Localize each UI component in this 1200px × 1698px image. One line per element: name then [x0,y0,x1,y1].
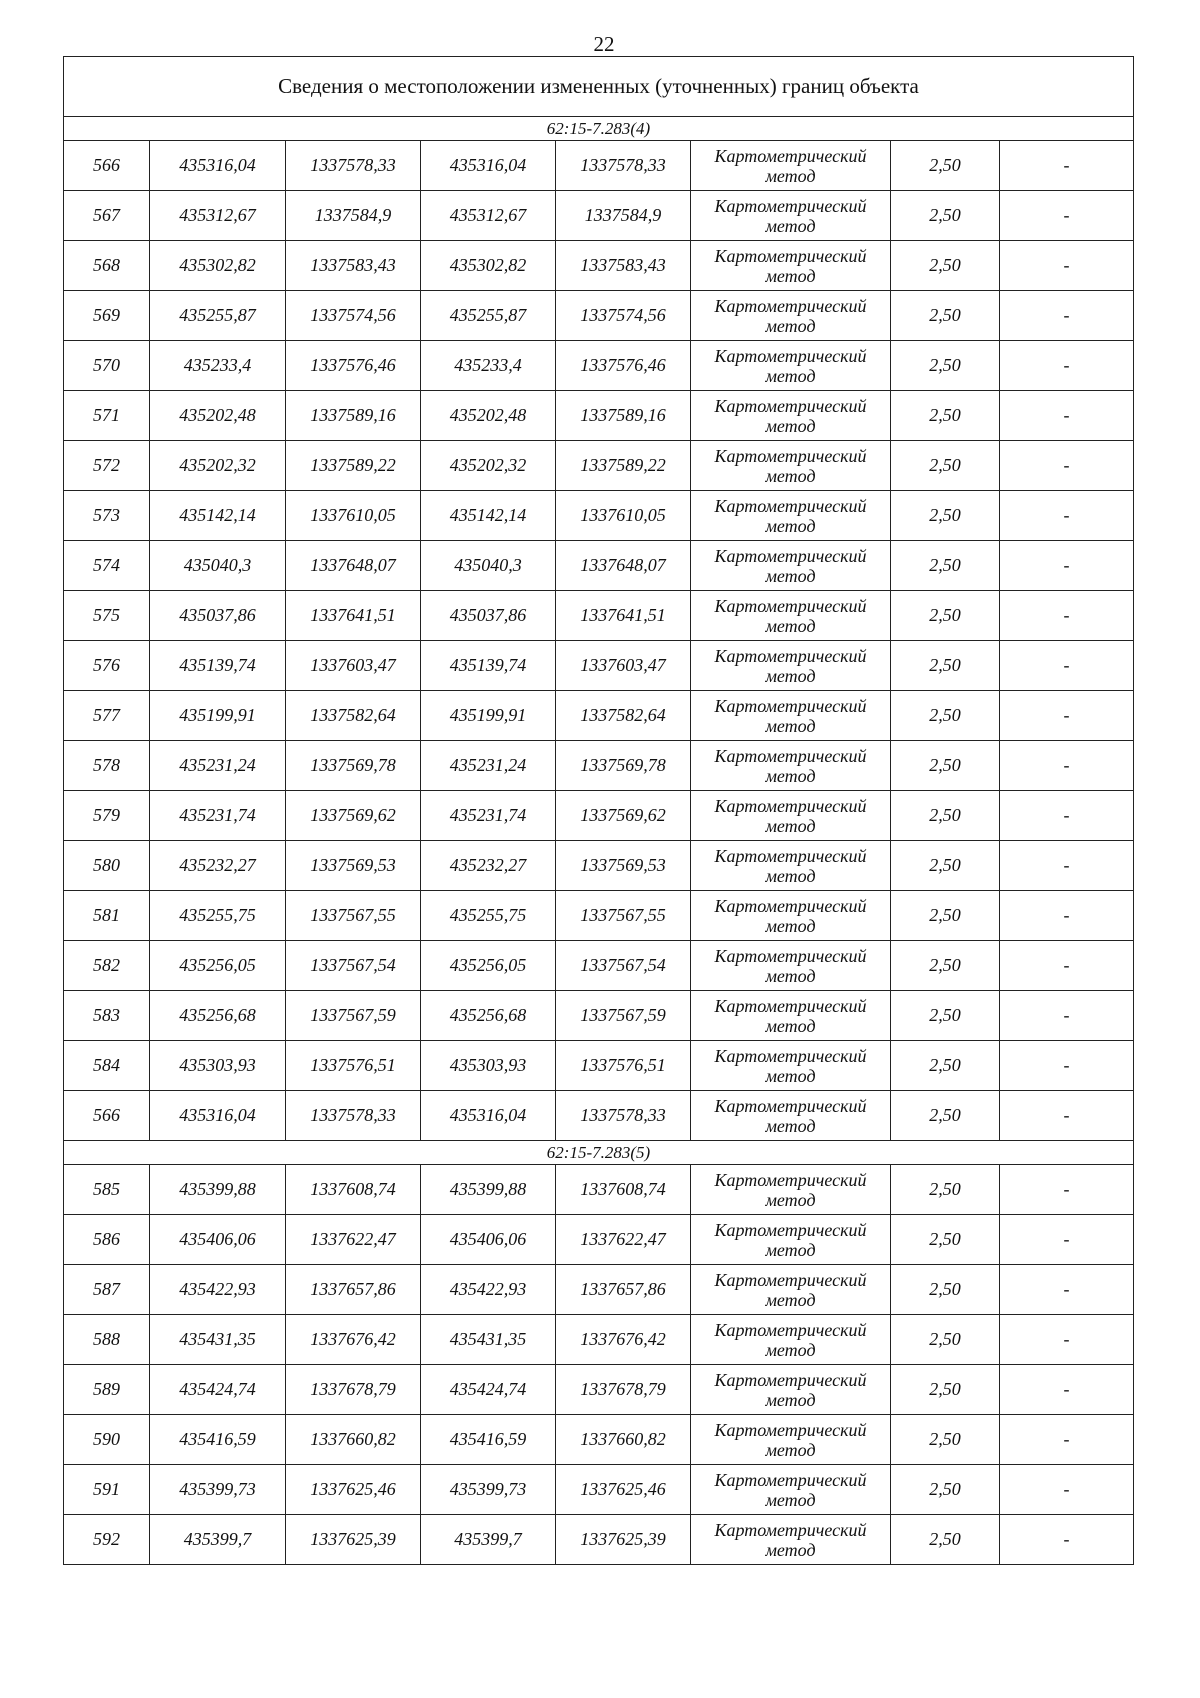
existing-x-cell: 435416,59 [150,1415,286,1465]
table-row [64,1365,1134,1415]
table-row [64,191,1134,241]
existing-y-cell: 1337569,78 [286,741,421,791]
point-number-cell: 574 [64,541,150,591]
page-number: 22 [593,32,615,56]
point-number-cell: 578 [64,741,150,791]
method-cell: Картометрический метод [691,791,891,841]
new-y-cell: 1337567,59 [556,991,691,1041]
point-number-cell: 585 [64,1165,150,1215]
existing-x-cell: 435233,4 [150,341,286,391]
point-number-cell: 569 [64,291,150,341]
new-x-cell: 435316,04 [421,141,556,191]
table-row [64,991,1134,1041]
table-title-row [64,57,1134,117]
point-number-cell: 586 [64,1215,150,1265]
existing-x-cell: 435202,48 [150,391,286,441]
new-y-cell: 1337567,54 [556,941,691,991]
existing-x-cell: 435399,73 [150,1465,286,1515]
new-y-cell: 1337582,64 [556,691,691,741]
table-row [64,1215,1134,1265]
description-cell: - [1000,141,1134,191]
existing-x-cell: 435303,93 [150,1041,286,1091]
point-number-cell: 573 [64,491,150,541]
accuracy-cell: 2,50 [891,1515,1000,1565]
existing-x-cell: 435037,86 [150,591,286,641]
table-row [64,541,1134,591]
existing-x-cell: 435316,04 [150,1091,286,1141]
point-number-cell: 579 [64,791,150,841]
table-row [64,1091,1134,1141]
description-cell: - [1000,491,1134,541]
existing-x-cell: 435422,93 [150,1265,286,1315]
description-cell: - [1000,241,1134,291]
method-cell: Картометрический метод [691,941,891,991]
accuracy-cell: 2,50 [891,441,1000,491]
new-x-cell: 435302,82 [421,241,556,291]
accuracy-cell: 2,50 [891,291,1000,341]
table-row [64,141,1134,191]
point-number-cell: 577 [64,691,150,741]
accuracy-cell: 2,50 [891,341,1000,391]
new-y-cell: 1337576,51 [556,1041,691,1091]
point-number-cell: 582 [64,941,150,991]
new-x-cell: 435202,48 [421,391,556,441]
accuracy-cell: 2,50 [891,641,1000,691]
point-number-cell: 588 [64,1315,150,1365]
existing-y-cell: 1337567,55 [286,891,421,941]
new-x-cell: 435399,73 [421,1465,556,1515]
method-cell: Картометрический метод [691,591,891,641]
method-cell: Картометрический метод [691,191,891,241]
table-row [64,291,1134,341]
description-cell: - [1000,1465,1134,1515]
table-row [64,1165,1134,1215]
existing-y-cell: 1337578,33 [286,1091,421,1141]
new-y-cell: 1337625,39 [556,1515,691,1565]
existing-x-cell: 435232,27 [150,841,286,891]
new-y-cell: 1337576,46 [556,341,691,391]
table-row [64,1465,1134,1515]
new-x-cell: 435424,74 [421,1365,556,1415]
new-y-cell: 1337567,55 [556,891,691,941]
new-x-cell: 435255,75 [421,891,556,941]
new-x-cell: 435256,68 [421,991,556,1041]
existing-x-cell: 435302,82 [150,241,286,291]
new-y-cell: 1337583,43 [556,241,691,291]
existing-x-cell: 435139,74 [150,641,286,691]
description-cell: - [1000,1265,1134,1315]
description-cell: - [1000,1215,1134,1265]
existing-x-cell: 435256,68 [150,991,286,1041]
point-number-cell: 590 [64,1415,150,1465]
table-row [64,691,1134,741]
accuracy-cell: 2,50 [891,791,1000,841]
method-cell: Картометрический метод [691,241,891,291]
table-row [64,591,1134,641]
new-x-cell: 435232,27 [421,841,556,891]
section-header-row [64,117,1134,141]
new-y-cell: 1337578,33 [556,141,691,191]
new-y-cell: 1337569,78 [556,741,691,791]
accuracy-cell: 2,50 [891,991,1000,1041]
accuracy-cell: 2,50 [891,1265,1000,1315]
description-cell: - [1000,941,1134,991]
point-number-cell: 572 [64,441,150,491]
existing-x-cell: 435256,05 [150,941,286,991]
existing-x-cell: 435255,75 [150,891,286,941]
method-cell: Картометрический метод [691,1465,891,1515]
description-cell: - [1000,191,1134,241]
accuracy-cell: 2,50 [891,391,1000,441]
accuracy-cell: 2,50 [891,541,1000,591]
accuracy-cell: 2,50 [891,941,1000,991]
method-cell: Картометрический метод [691,691,891,741]
existing-x-cell: 435255,87 [150,291,286,341]
method-cell: Картометрический метод [691,1315,891,1365]
existing-y-cell: 1337567,59 [286,991,421,1041]
cadastral-number-label: 62:15-7.283(5) [64,1141,1134,1165]
existing-y-cell: 1337569,62 [286,791,421,841]
accuracy-cell: 2,50 [891,1041,1000,1091]
existing-y-cell: 1337576,46 [286,341,421,391]
new-x-cell: 435256,05 [421,941,556,991]
method-cell: Картометрический метод [691,141,891,191]
method-cell: Картометрический метод [691,1515,891,1565]
accuracy-cell: 2,50 [891,141,1000,191]
accuracy-cell: 2,50 [891,241,1000,291]
point-number-cell: 581 [64,891,150,941]
new-x-cell: 435199,91 [421,691,556,741]
new-x-cell: 435312,67 [421,191,556,241]
point-number-cell: 575 [64,591,150,641]
method-cell: Картометрический метод [691,1041,891,1091]
table-row [64,391,1134,441]
new-x-cell: 435422,93 [421,1265,556,1315]
existing-x-cell: 435231,74 [150,791,286,841]
table-row [64,491,1134,541]
point-number-cell: 571 [64,391,150,441]
existing-x-cell: 435312,67 [150,191,286,241]
existing-y-cell: 1337625,39 [286,1515,421,1565]
table-row [64,641,1134,691]
accuracy-cell: 2,50 [891,591,1000,641]
description-cell: - [1000,741,1134,791]
point-number-cell: 570 [64,341,150,391]
existing-y-cell: 1337625,46 [286,1465,421,1515]
existing-x-cell: 435142,14 [150,491,286,541]
existing-y-cell: 1337578,33 [286,141,421,191]
method-cell: Картометрический метод [691,1091,891,1141]
existing-x-cell: 435399,7 [150,1515,286,1565]
existing-x-cell: 435406,06 [150,1215,286,1265]
new-y-cell: 1337625,46 [556,1465,691,1515]
table-row [64,1415,1134,1465]
point-number-cell: 568 [64,241,150,291]
new-x-cell: 435037,86 [421,591,556,641]
accuracy-cell: 2,50 [891,1165,1000,1215]
description-cell: - [1000,541,1134,591]
table-row [64,1515,1134,1565]
existing-y-cell: 1337582,64 [286,691,421,741]
cadastral-number-label: 62:15-7.283(4) [64,117,1134,141]
accuracy-cell: 2,50 [891,1465,1000,1515]
method-cell: Картометрический метод [691,991,891,1041]
table-row [64,791,1134,841]
new-x-cell: 435399,7 [421,1515,556,1565]
existing-y-cell: 1337678,79 [286,1365,421,1415]
new-x-cell: 435406,06 [421,1215,556,1265]
accuracy-cell: 2,50 [891,1315,1000,1365]
point-number-cell: 591 [64,1465,150,1515]
new-y-cell: 1337678,79 [556,1365,691,1415]
existing-x-cell: 435431,35 [150,1315,286,1365]
method-cell: Картометрический метод [691,441,891,491]
new-y-cell: 1337610,05 [556,491,691,541]
existing-y-cell: 1337583,43 [286,241,421,291]
accuracy-cell: 2,50 [891,1365,1000,1415]
table-row [64,1041,1134,1091]
new-x-cell: 435040,3 [421,541,556,591]
table-row [64,841,1134,891]
existing-y-cell: 1337608,74 [286,1165,421,1215]
description-cell: - [1000,841,1134,891]
existing-x-cell: 435040,3 [150,541,286,591]
new-y-cell: 1337603,47 [556,641,691,691]
description-cell: - [1000,641,1134,691]
new-x-cell: 435316,04 [421,1091,556,1141]
existing-y-cell: 1337589,16 [286,391,421,441]
point-number-cell: 566 [64,1091,150,1141]
new-y-cell: 1337589,16 [556,391,691,441]
new-x-cell: 435431,35 [421,1315,556,1365]
existing-y-cell: 1337574,56 [286,291,421,341]
method-cell: Картометрический метод [691,1415,891,1465]
description-cell: - [1000,341,1134,391]
method-cell: Картометрический метод [691,891,891,941]
existing-y-cell: 1337676,42 [286,1315,421,1365]
description-cell: - [1000,891,1134,941]
point-number-cell: 566 [64,141,150,191]
table-row [64,1265,1134,1315]
new-y-cell: 1337608,74 [556,1165,691,1215]
new-x-cell: 435142,14 [421,491,556,541]
new-y-cell: 1337648,07 [556,541,691,591]
new-x-cell: 435139,74 [421,641,556,691]
description-cell: - [1000,1365,1134,1415]
description-cell: - [1000,291,1134,341]
description-cell: - [1000,991,1134,1041]
new-x-cell: 435231,74 [421,791,556,841]
description-cell: - [1000,1515,1134,1565]
existing-x-cell: 435202,32 [150,441,286,491]
point-number-cell: 587 [64,1265,150,1315]
method-cell: Картометрический метод [691,641,891,691]
existing-x-cell: 435199,91 [150,691,286,741]
description-cell: - [1000,591,1134,641]
existing-y-cell: 1337622,47 [286,1215,421,1265]
description-cell: - [1000,391,1134,441]
existing-y-cell: 1337657,86 [286,1265,421,1315]
method-cell: Картометрический метод [691,1215,891,1265]
table-row [64,891,1134,941]
description-cell: - [1000,1041,1134,1091]
new-y-cell: 1337622,47 [556,1215,691,1265]
accuracy-cell: 2,50 [891,1415,1000,1465]
point-number-cell: 576 [64,641,150,691]
boundary-coordinates-table [63,56,1134,1565]
new-y-cell: 1337641,51 [556,591,691,641]
accuracy-cell: 2,50 [891,891,1000,941]
new-x-cell: 435416,59 [421,1415,556,1465]
new-x-cell: 435303,93 [421,1041,556,1091]
new-y-cell: 1337589,22 [556,441,691,491]
accuracy-cell: 2,50 [891,691,1000,741]
description-cell: - [1000,691,1134,741]
method-cell: Картометрический метод [691,741,891,791]
accuracy-cell: 2,50 [891,1091,1000,1141]
method-cell: Картометрический метод [691,841,891,891]
description-cell: - [1000,1315,1134,1365]
new-x-cell: 435255,87 [421,291,556,341]
new-y-cell: 1337660,82 [556,1415,691,1465]
existing-y-cell: 1337589,22 [286,441,421,491]
method-cell: Картометрический метод [691,1265,891,1315]
existing-y-cell: 1337660,82 [286,1415,421,1465]
existing-y-cell: 1337610,05 [286,491,421,541]
table-row [64,441,1134,491]
new-y-cell: 1337676,42 [556,1315,691,1365]
existing-x-cell: 435399,88 [150,1165,286,1215]
existing-y-cell: 1337584,9 [286,191,421,241]
existing-y-cell: 1337603,47 [286,641,421,691]
accuracy-cell: 2,50 [891,1215,1000,1265]
new-y-cell: 1337657,86 [556,1265,691,1315]
new-y-cell: 1337574,56 [556,291,691,341]
method-cell: Картометрический метод [691,291,891,341]
description-cell: - [1000,441,1134,491]
existing-y-cell: 1337648,07 [286,541,421,591]
description-cell: - [1000,1091,1134,1141]
table-title: Сведения о местоположении измененных (уточненных) границ объекта [64,57,1134,117]
point-number-cell: 584 [64,1041,150,1091]
table-row [64,941,1134,991]
existing-x-cell: 435424,74 [150,1365,286,1415]
point-number-cell: 580 [64,841,150,891]
method-cell: Картометрический метод [691,1365,891,1415]
accuracy-cell: 2,50 [891,841,1000,891]
new-y-cell: 1337569,53 [556,841,691,891]
description-cell: - [1000,791,1134,841]
table-row [64,241,1134,291]
existing-y-cell: 1337641,51 [286,591,421,641]
existing-x-cell: 435231,24 [150,741,286,791]
table-row [64,1315,1134,1365]
new-x-cell: 435399,88 [421,1165,556,1215]
existing-y-cell: 1337569,53 [286,841,421,891]
method-cell: Картометрический метод [691,341,891,391]
point-number-cell: 583 [64,991,150,1041]
section-header-row [64,1141,1134,1165]
point-number-cell: 567 [64,191,150,241]
accuracy-cell: 2,50 [891,491,1000,541]
new-x-cell: 435233,4 [421,341,556,391]
point-number-cell: 592 [64,1515,150,1565]
new-x-cell: 435202,32 [421,441,556,491]
existing-x-cell: 435316,04 [150,141,286,191]
existing-y-cell: 1337567,54 [286,941,421,991]
table-row [64,341,1134,391]
method-cell: Картометрический метод [691,391,891,441]
method-cell: Картометрический метод [691,1165,891,1215]
accuracy-cell: 2,50 [891,191,1000,241]
new-y-cell: 1337584,9 [556,191,691,241]
existing-y-cell: 1337576,51 [286,1041,421,1091]
method-cell: Картометрический метод [691,491,891,541]
description-cell: - [1000,1415,1134,1465]
new-y-cell: 1337569,62 [556,791,691,841]
new-x-cell: 435231,24 [421,741,556,791]
new-y-cell: 1337578,33 [556,1091,691,1141]
accuracy-cell: 2,50 [891,741,1000,791]
point-number-cell: 589 [64,1365,150,1415]
method-cell: Картометрический метод [691,541,891,591]
table-row [64,741,1134,791]
description-cell: - [1000,1165,1134,1215]
